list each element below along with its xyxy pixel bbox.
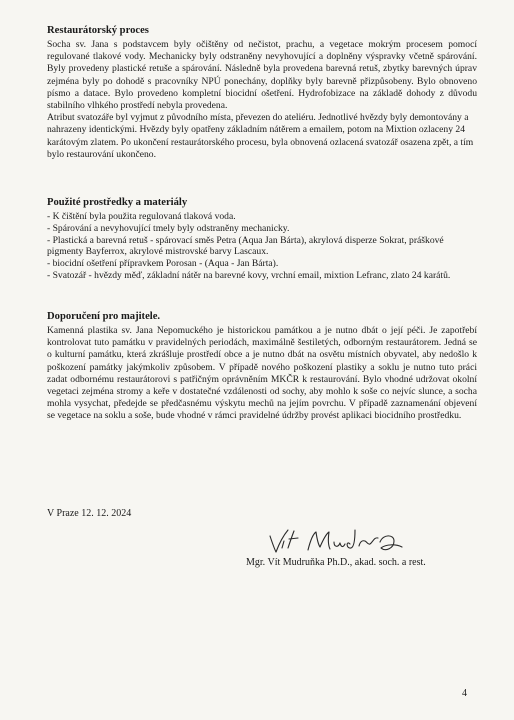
restoration-paragraph-1: Socha sv. Jana s podstavcem byly očištěny od nečistot, prachu, a vegetace mokrým procesem pomocí regulované tlakové vody. Mechanicky byly odstraněny nevyhovující a doplněny výspravky včetně spárování. Byly provedeny plastické retuše a spárování. Následně byla provedena barevná retuš, zbytky barevných úprav zejména byly po dohodě s pracovníky NPÚ ponechány, doplňky byly barevně přizpůsobeny. Bylo obnoveno písmo a datace. Bylo provedeno kompletní biocidní ošetření. Hydrofobizace na základě dohody z důvodu stabilního vlhkého prostředí nebyla provedena.	[47, 39, 477, 112]
page-number: 4	[462, 688, 467, 699]
recommendation-paragraph: Kamenná plastika sv. Jana Nepomuckého je historickou památkou a je nutno dbát o její péči. Je zapotřebí kontrolovat tuto památku v pravidelných periodách, maximálně šestiletých, odborným restaurátorem. Jedná se o kulturní památku, která zkrášluje prostředí obce a je nutno dbát na osvětu místních obyvatel, aby nedošlo k poškození památky jakýmkoliv způsobem. V případě nového poškození plastiky a soklu je nutno tuto práci zadat odbornému restaurátorovi s patřičným oprávněním MKČR k restaurování. Bylo vhodné udržovat okolní vegetaci zejména stromy a keře v dostatečné vzdálenosti od sochy, aby mohlo k soše co nejvíc slunce, a socha mohla vysychat, předejde se předčasnému výskytu mechů na jejím povrchu. V případě zaznamenání objevení se vegetace na soklu a soše, bude vhodné v rámci pravidelné údržby provést aplikaci biocidního prostředku.	[47, 325, 477, 422]
restoration-heading: Restaurátorský proces	[47, 25, 149, 36]
materials-item: - Plastická a barevná retuš - spárovací směs Petra (Aqua Jan Bárta), akrylová disperze Sokrat, práškové pigmenty Bayferrox, akrylové mistrovské barvy Lascaux.	[47, 234, 444, 258]
materials-item: - K čištění byla použita regulovaná tlaková voda.	[47, 211, 236, 222]
materials-list	[47, 211, 477, 282]
restoration-paragraph-2: Atribut svatozáře byl vyjmut z původního místa, převezen do ateliéru. Jednotlivé hvězdy byly demontovány a nahrazeny identickými. Hvězdy byly opatřeny základním nátěrem a emailem, potom na Mixtion ozlaceny 24 karátovým zlatem. Po ukončení restaurátorského procesu, byla obnovená ozlacená svatozář osazena zpět, a tím bylo restaurování ukončeno.	[47, 112, 474, 160]
place-date: V Praze 12. 12. 2024	[47, 508, 132, 519]
recommendation-heading: Doporučení pro majitele.	[47, 311, 161, 322]
materials-item: - Svatozář - hvězdy měď, základní nátěr na barevné kovy, vrchní email, mixtion Lefranc, zlato 24 karátů.	[47, 269, 451, 281]
restoration-section	[47, 24, 477, 161]
recommendation-section	[47, 310, 477, 423]
signatory-name: Mgr. Vít Mudruňka Ph.D., akad. soch. a rest.	[246, 557, 426, 568]
handwritten-signature	[262, 522, 422, 560]
materials-item: - Spárování a nevyhovující tmely byly odstraněny mechanicky.	[47, 222, 290, 234]
materials-heading: Použité prostředky a materiály	[47, 197, 188, 208]
materials-item: - biocidní ošetření přípravkem Porosan - (Aqua - Jan Bárta).	[47, 258, 279, 270]
materials-section	[47, 196, 477, 282]
